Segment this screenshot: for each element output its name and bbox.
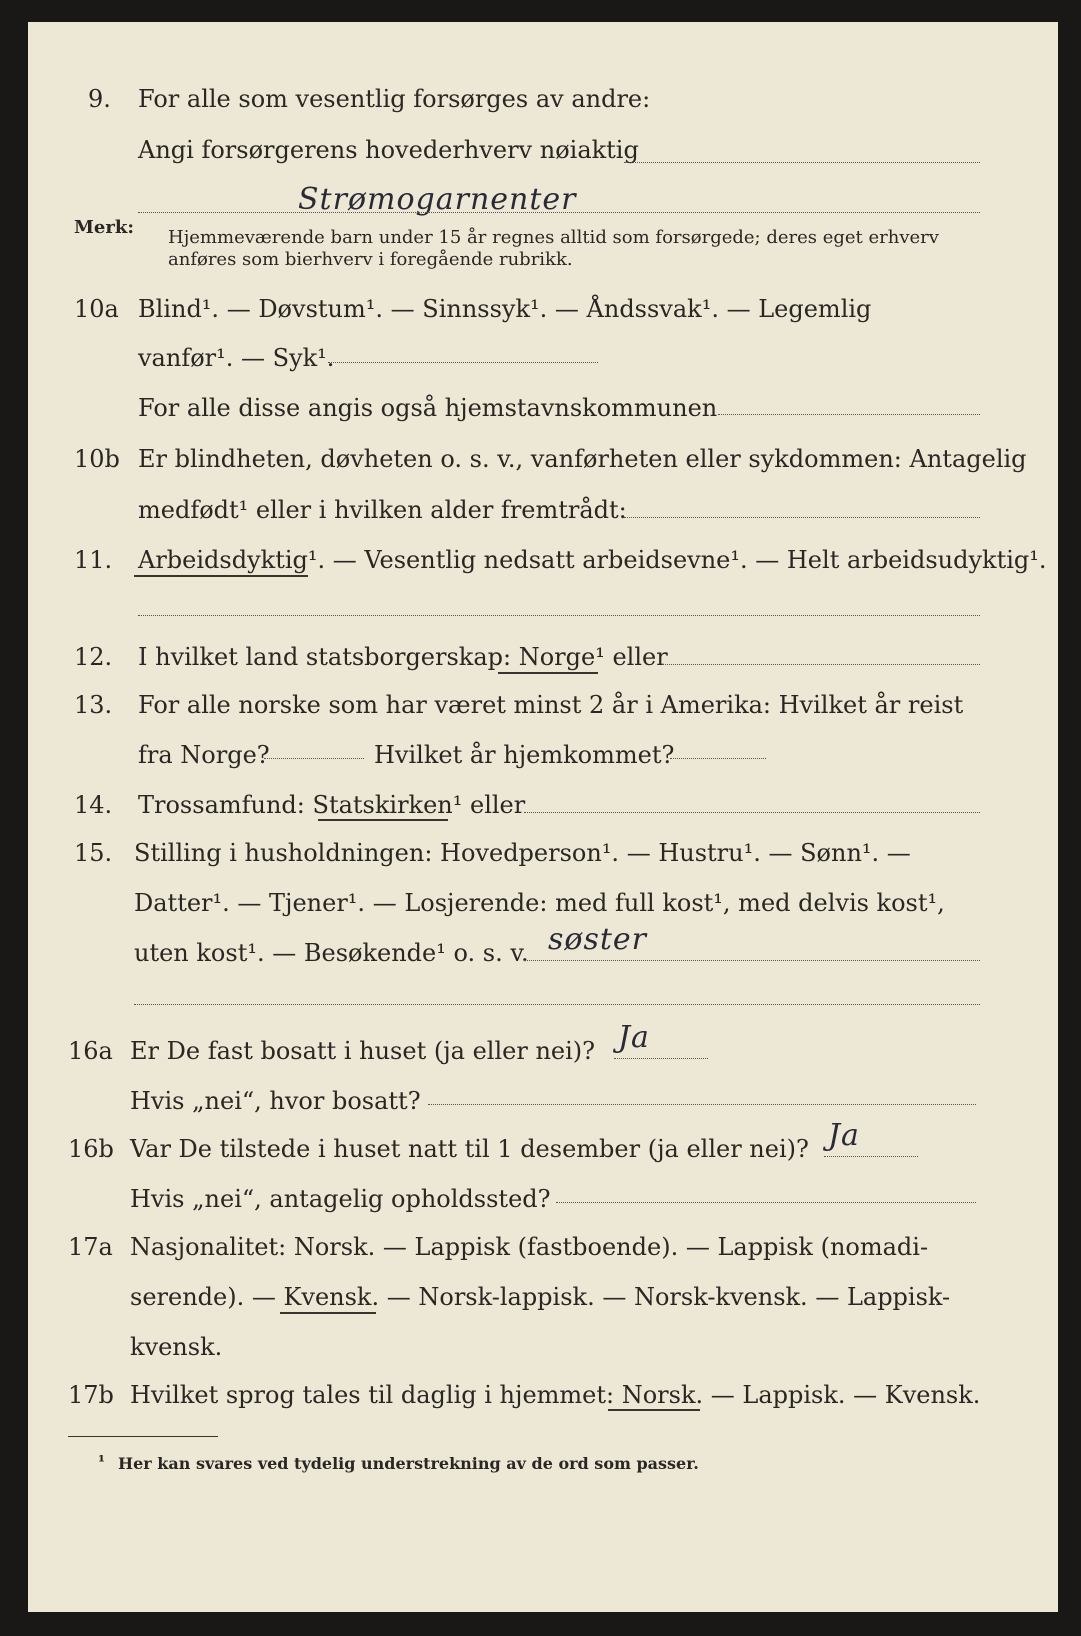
q10b-line1: Er blindheten, døvheten o. s. v., vanførheten eller sykdommen: Antagelig [138, 445, 1027, 473]
q14-dots [524, 812, 980, 813]
q17b-number: 17b [68, 1381, 114, 1409]
footnote-rule [68, 1436, 218, 1437]
q12-number: 12. [74, 643, 113, 671]
q16b-opholdssted-dots [556, 1202, 976, 1203]
q11-line1: Arbeidsdyktig¹. — Vesentlig nedsatt arbeidsevne¹. — Helt arbeidsudyktig¹. [138, 546, 1047, 574]
q14-line1: Trossamfund: Statskirken¹ eller [138, 791, 526, 819]
merk-label: Merk: [74, 217, 134, 238]
q16b-number: 16b [68, 1135, 114, 1163]
q11-dots [138, 615, 980, 616]
q15-line1: Stilling i husholdningen: Hovedperson¹. — Hustru¹. — Sønn¹. — [134, 839, 911, 867]
q11-number: 11. [74, 546, 113, 574]
q17b-line1: Hvilket sprog tales til daglig i hjemmet: Norsk. — Lappisk. — Kvensk. [130, 1381, 981, 1409]
q10a-syk-dots [328, 362, 598, 363]
q17a-underline-kvensk [280, 1312, 376, 1314]
q16b-line1: Var De tilstede i huset natt til 1 desember (ja eller nei)? [130, 1135, 809, 1163]
q15-number: 15. [74, 839, 113, 867]
q16a-line2: Hvis „nei“, hvor bosatt? [130, 1087, 421, 1115]
merk-line2: anføres som bierhverv i foregående rubrikk. [168, 249, 573, 270]
q16b-handwritten-answer: Ja [828, 1118, 860, 1153]
q12-underline-norge [498, 672, 598, 674]
q9-handwritten-answer: Strømogarnenter [298, 182, 577, 217]
q16a-bosatt-dots [428, 1104, 976, 1105]
q16b-answer-dots [824, 1156, 918, 1157]
q14-underline-statskirken [318, 819, 448, 821]
q15-second-dots [134, 1004, 980, 1005]
q15-line2: Datter¹. — Tjener¹. — Losjerende: med full kost¹, med delvis kost¹, [134, 889, 945, 917]
merk-line1: Hjemmeværende barn under 15 år regnes alltid som forsørgede; deres eget erhverv [168, 227, 939, 248]
q9-answer-line [138, 212, 980, 213]
q10a-number: 10a [74, 295, 119, 323]
q16b-line2: Hvis „nei“, antagelig opholdssted? [130, 1185, 551, 1213]
q9-answer-dots [624, 162, 980, 163]
q15-handwritten-answer: søster [548, 922, 648, 957]
q15-line3: uten kost¹. — Besøkende¹ o. s. v. [134, 939, 529, 967]
q12-dots [662, 664, 980, 665]
q17b-underline-norsk [608, 1409, 700, 1411]
q10a-line2: vanfør¹. — Syk¹. [138, 344, 335, 372]
q13-line1: For alle norske som har været minst 2 år i Amerika: Hvilket år reist [138, 691, 964, 719]
q10b-number: 10b [74, 445, 120, 473]
q10b-line2: medfødt¹ eller i hvilken alder fremtrådt: [138, 496, 627, 524]
q10a-line1: Blind¹. — Døvstum¹. — Sinnssyk¹. — Åndssvak¹. — Legemlig [138, 295, 872, 323]
q13-line2a: fra Norge? [138, 741, 270, 769]
q9-line2: Angi forsørgerens hovederhverv nøiaktig [138, 136, 639, 164]
q13-line2b: Hvilket år hjemkommet? [374, 741, 675, 769]
q12-line1: I hvilket land statsborgerskap: Norge¹ eller [138, 643, 668, 671]
q13-hjemkommet-dots [670, 758, 766, 759]
q16a-answer-dots [614, 1058, 708, 1059]
q16a-handwritten-answer: Ja [618, 1020, 650, 1055]
q17a-line2: serende). — Kvensk. — Norsk-lappisk. — Norsk-kvensk. — Lappisk- [130, 1283, 951, 1311]
q9-line1: For alle som vesentlig forsørges av andre: [138, 85, 651, 113]
q10b-dots [624, 517, 980, 518]
q11-underline-arbeidsdyktig [134, 575, 308, 577]
footnote-mark: ¹ [98, 1452, 106, 1471]
q14-number: 14. [74, 791, 113, 819]
q17a-number: 17a [68, 1233, 113, 1261]
q9-number: 9. [88, 85, 111, 113]
q17a-line1: Nasjonalitet: Norsk. — Lappisk (fastboende). — Lappisk (nomadi- [130, 1233, 929, 1261]
q13-number: 13. [74, 691, 113, 719]
q10a-line3: For alle disse angis også hjemstavnskommunen [138, 394, 718, 422]
q13-reist-dots [264, 758, 364, 759]
footnote-text: Her kan svares ved tydelig understrekning av de ord som passer. [118, 1454, 699, 1473]
q10a-kommune-dots [718, 414, 980, 415]
q16a-number: 16a [68, 1037, 113, 1065]
q16a-line1: Er De fast bosatt i huset (ja eller nei)? [130, 1037, 596, 1065]
census-form-page [28, 22, 1058, 1612]
q17a-line3: kvensk. [130, 1333, 223, 1361]
q15-answer-dots [524, 960, 980, 961]
